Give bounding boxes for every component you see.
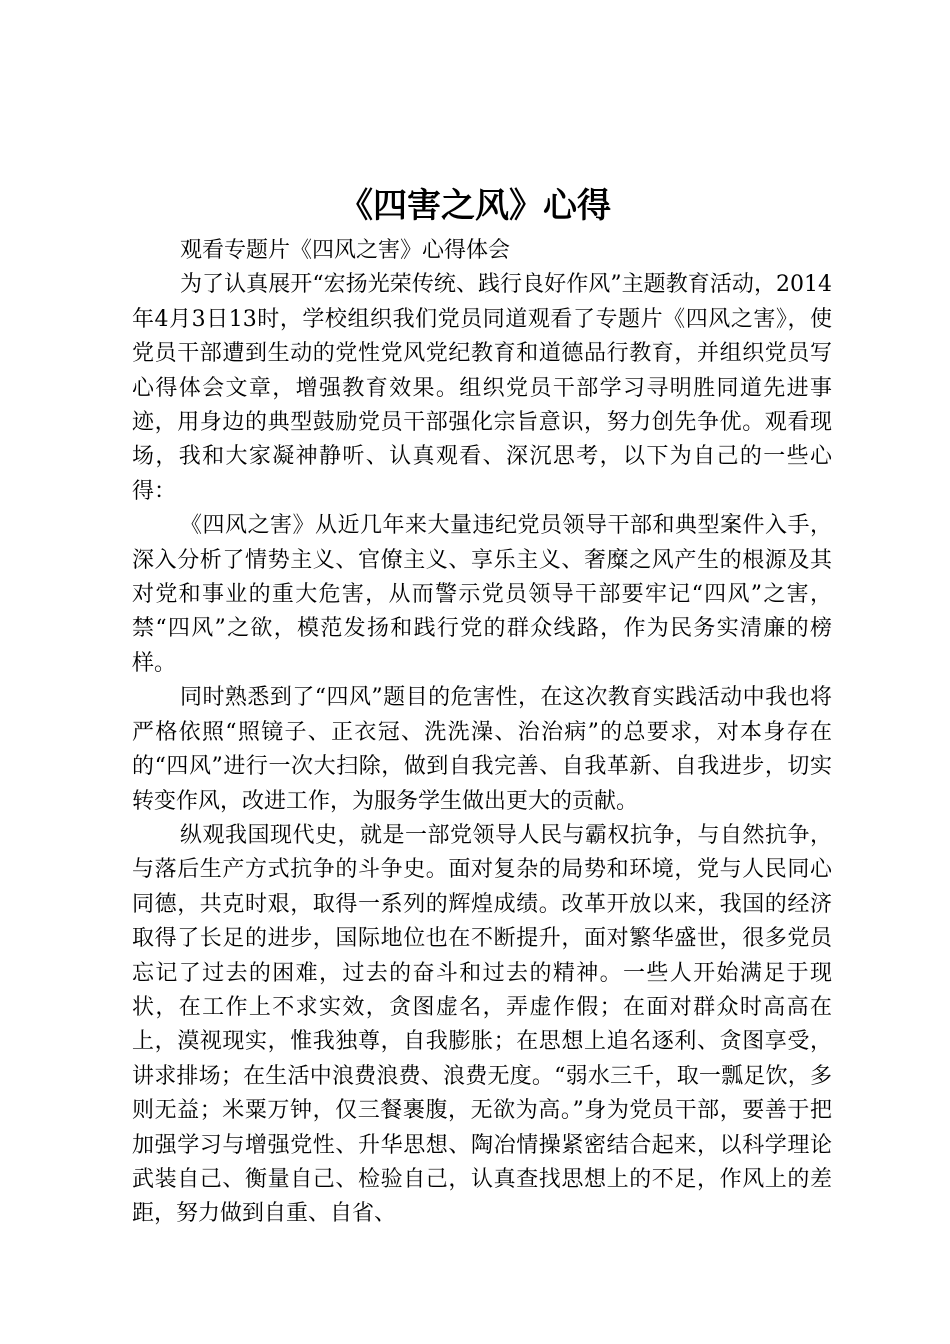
paragraph-intro: 为了认真展开“宏扬光荣传统、践行良好作风”主题教育活动，2014年4月3日13时，学校组织我们党员同道观看了专题片《四风之害》，使党员干部遭到生动的党性党风党纪教育和道德品行教育，并组织党员写心得体会文章，增强教育效果。组织党员干部学习寻明胜同道先进事迹，用身边的典型鼓励党员干部强化宗旨意识，努力创先争优。观看现场，我和大家凝神静听、认真观看、深沉思考，以下为自己的一些心得： [132,272,833,504]
paragraph-understanding: 同时熟悉到了“四风”题目的危害性，在这次教育实践活动中我也将严格依照“照镜子、正衣冠、洗洗澡、治治病”的总要求，对本身存在的“四风”进行一次大扫除，做到自我完善、自我革新、自我进步，切实转变作风，改进工作，为服务学生做出更大的贡献。 [132,685,832,814]
paragraph-film-analysis: 《四风之害》从近几年来大量违纪党员领导干部和典型案件入手，深入分析了情势主义、官僚主义、享乐主义、奢糜之风产生的根源及其对党和事业的重大危害，从而警示党员领导干部要牢记“四风”之害，禁“四风”之欲，模范发扬和践行党的群众线路，作为民务实清廉的榜样。 [132,513,832,676]
document-title: 《四害之风》心得 [339,186,611,226]
paragraph-subtitle: 观看专题片《四风之害》心得体会 [180,238,511,263]
document-body [132,234,832,1232]
paragraph-history: 纵观我国现代史，就是一部党领导人民与霸权抗争，与自然抗争，与落后生产方式抗争的斗争史。面对复杂的局势和环境，党与人民同心同德，共克时艰，取得一系列的辉煌成绩。改革开放以来，我国的经济取得了长足的进步，国际地位也在不断提升，面对繁华盛世，很多党员忘记了过去的困难，过去的奋斗和过去的精神。一些人开始满足于现状，在工作上不求实效，贪图虚名，弄虚作假；在面对群众时高高在上，漠视现实，惟我独尊，自我膨胀；在思想上追名逐利、贪图享受，讲求排场；在生活中浪费浪费、浪费无度。“弱水三千，取一瓢足饮，多则无益；米粟万钟，仅三餐裹腹，无欲为高。”身为党员干部，要善于把加强学习与增强党性、升华思想、陶冶情操紧密结合起来，以科学理论武装自己、衡量自己、检验自己，认真查找思想上的不足，作风上的差距，努力做到自重、自省、 [132,822,832,1227]
